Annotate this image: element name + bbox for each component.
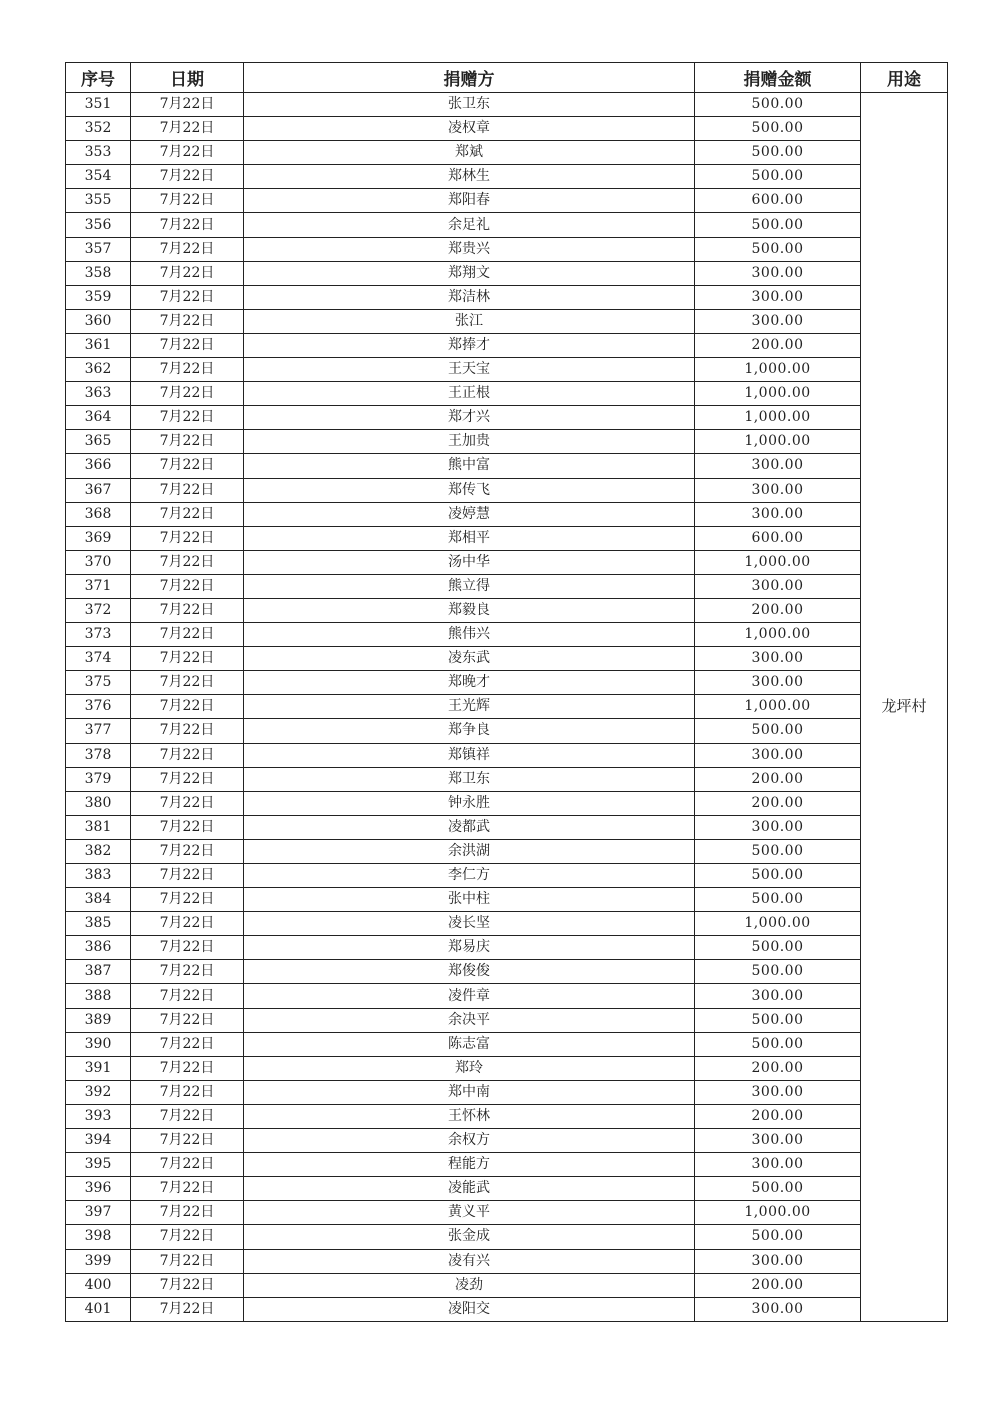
row-purpose: 龙坪村 bbox=[861, 93, 948, 1322]
row-amount: 300.00 bbox=[695, 647, 861, 671]
row-number: 381 bbox=[66, 815, 131, 839]
row-number: 392 bbox=[66, 1080, 131, 1104]
row-amount: 300.00 bbox=[695, 1080, 861, 1104]
row-number: 378 bbox=[66, 743, 131, 767]
row-date: 7月22日 bbox=[131, 1129, 244, 1153]
row-amount: 600.00 bbox=[695, 189, 861, 213]
row-number: 361 bbox=[66, 333, 131, 357]
row-amount: 300.00 bbox=[695, 984, 861, 1008]
header-no: 序号 bbox=[66, 63, 131, 93]
row-amount: 600.00 bbox=[695, 526, 861, 550]
donation-table bbox=[65, 62, 948, 1322]
row-date: 7月22日 bbox=[131, 912, 244, 936]
table-row bbox=[66, 767, 948, 791]
row-amount: 1,000.00 bbox=[695, 695, 861, 719]
row-amount: 1,000.00 bbox=[695, 550, 861, 574]
table-row bbox=[66, 478, 948, 502]
row-date: 7月22日 bbox=[131, 478, 244, 502]
row-date: 7月22日 bbox=[131, 165, 244, 189]
table-row bbox=[66, 93, 948, 117]
row-amount: 300.00 bbox=[695, 285, 861, 309]
table-row bbox=[66, 984, 948, 1008]
row-number: 356 bbox=[66, 213, 131, 237]
row-donor: 张金成 bbox=[244, 1225, 695, 1249]
table-row bbox=[66, 526, 948, 550]
row-date: 7月22日 bbox=[131, 1225, 244, 1249]
row-date: 7月22日 bbox=[131, 1080, 244, 1104]
header-row bbox=[66, 63, 948, 93]
row-number: 391 bbox=[66, 1056, 131, 1080]
table-body bbox=[66, 93, 948, 1322]
row-amount: 300.00 bbox=[695, 1249, 861, 1273]
row-amount: 500.00 bbox=[695, 237, 861, 261]
row-donor: 郑玲 bbox=[244, 1056, 695, 1080]
row-donor: 钟永胜 bbox=[244, 791, 695, 815]
row-donor: 王光辉 bbox=[244, 695, 695, 719]
row-number: 354 bbox=[66, 165, 131, 189]
table-row bbox=[66, 550, 948, 574]
row-donor: 郑中南 bbox=[244, 1080, 695, 1104]
table-row bbox=[66, 454, 948, 478]
row-donor: 郑才兴 bbox=[244, 406, 695, 430]
row-date: 7月22日 bbox=[131, 1201, 244, 1225]
row-amount: 300.00 bbox=[695, 1297, 861, 1321]
row-number: 396 bbox=[66, 1177, 131, 1201]
row-amount: 500.00 bbox=[695, 117, 861, 141]
row-number: 377 bbox=[66, 719, 131, 743]
table-row bbox=[66, 333, 948, 357]
row-donor: 凌婷慧 bbox=[244, 502, 695, 526]
table-row bbox=[66, 912, 948, 936]
row-number: 374 bbox=[66, 647, 131, 671]
table-row bbox=[66, 671, 948, 695]
row-date: 7月22日 bbox=[131, 574, 244, 598]
table-row bbox=[66, 502, 948, 526]
row-amount: 500.00 bbox=[695, 960, 861, 984]
row-date: 7月22日 bbox=[131, 960, 244, 984]
row-amount: 300.00 bbox=[695, 1129, 861, 1153]
row-amount: 1,000.00 bbox=[695, 912, 861, 936]
row-date: 7月22日 bbox=[131, 695, 244, 719]
header-amount: 捐赠金额 bbox=[695, 63, 861, 93]
row-number: 358 bbox=[66, 261, 131, 285]
table-row bbox=[66, 647, 948, 671]
row-donor: 凌东武 bbox=[244, 647, 695, 671]
row-donor: 凌件章 bbox=[244, 984, 695, 1008]
row-number: 384 bbox=[66, 888, 131, 912]
row-donor: 张江 bbox=[244, 309, 695, 333]
table-row bbox=[66, 1129, 948, 1153]
row-date: 7月22日 bbox=[131, 261, 244, 285]
table-row bbox=[66, 574, 948, 598]
row-donor: 张卫东 bbox=[244, 93, 695, 117]
row-number: 400 bbox=[66, 1273, 131, 1297]
row-number: 363 bbox=[66, 382, 131, 406]
row-amount: 500.00 bbox=[695, 141, 861, 165]
table-row bbox=[66, 406, 948, 430]
row-date: 7月22日 bbox=[131, 1104, 244, 1128]
row-amount: 500.00 bbox=[695, 864, 861, 888]
table-row bbox=[66, 1297, 948, 1321]
row-number: 388 bbox=[66, 984, 131, 1008]
row-date: 7月22日 bbox=[131, 358, 244, 382]
row-date: 7月22日 bbox=[131, 213, 244, 237]
row-date: 7月22日 bbox=[131, 743, 244, 767]
table-row bbox=[66, 165, 948, 189]
row-donor: 李仁方 bbox=[244, 864, 695, 888]
table-row bbox=[66, 189, 948, 213]
table-row bbox=[66, 309, 948, 333]
row-donor: 凌有兴 bbox=[244, 1249, 695, 1273]
row-date: 7月22日 bbox=[131, 1297, 244, 1321]
header-donor: 捐赠方 bbox=[244, 63, 695, 93]
table-row bbox=[66, 864, 948, 888]
row-date: 7月22日 bbox=[131, 791, 244, 815]
row-number: 376 bbox=[66, 695, 131, 719]
table-row bbox=[66, 960, 948, 984]
table-row bbox=[66, 743, 948, 767]
row-date: 7月22日 bbox=[131, 984, 244, 1008]
table-row bbox=[66, 1080, 948, 1104]
row-date: 7月22日 bbox=[131, 623, 244, 647]
row-donor: 郑贵兴 bbox=[244, 237, 695, 261]
row-amount: 200.00 bbox=[695, 598, 861, 622]
row-donor: 郑斌 bbox=[244, 141, 695, 165]
row-date: 7月22日 bbox=[131, 237, 244, 261]
row-donor: 郑相平 bbox=[244, 526, 695, 550]
row-donor: 郑阳春 bbox=[244, 189, 695, 213]
row-number: 387 bbox=[66, 960, 131, 984]
table-row bbox=[66, 1008, 948, 1032]
row-date: 7月22日 bbox=[131, 1249, 244, 1273]
row-date: 7月22日 bbox=[131, 888, 244, 912]
row-amount: 300.00 bbox=[695, 815, 861, 839]
table-row bbox=[66, 382, 948, 406]
row-date: 7月22日 bbox=[131, 767, 244, 791]
row-donor: 熊中富 bbox=[244, 454, 695, 478]
row-amount: 500.00 bbox=[695, 1008, 861, 1032]
row-date: 7月22日 bbox=[131, 598, 244, 622]
row-donor: 程能方 bbox=[244, 1153, 695, 1177]
row-donor: 汤中华 bbox=[244, 550, 695, 574]
row-donor: 凌能武 bbox=[244, 1177, 695, 1201]
row-number: 393 bbox=[66, 1104, 131, 1128]
table-row bbox=[66, 261, 948, 285]
table-row bbox=[66, 888, 948, 912]
row-amount: 1,000.00 bbox=[695, 623, 861, 647]
table-row bbox=[66, 213, 948, 237]
table-row bbox=[66, 839, 948, 863]
table-row bbox=[66, 285, 948, 309]
row-number: 386 bbox=[66, 936, 131, 960]
row-donor: 郑卫东 bbox=[244, 767, 695, 791]
row-donor: 余足礼 bbox=[244, 213, 695, 237]
row-donor: 凌权章 bbox=[244, 117, 695, 141]
row-amount: 200.00 bbox=[695, 1104, 861, 1128]
row-donor: 郑易庆 bbox=[244, 936, 695, 960]
row-number: 367 bbox=[66, 478, 131, 502]
row-date: 7月22日 bbox=[131, 671, 244, 695]
row-date: 7月22日 bbox=[131, 285, 244, 309]
table-row bbox=[66, 815, 948, 839]
table-row bbox=[66, 117, 948, 141]
row-donor: 凌劲 bbox=[244, 1273, 695, 1297]
row-donor: 凌长坚 bbox=[244, 912, 695, 936]
table-row bbox=[66, 791, 948, 815]
row-number: 370 bbox=[66, 550, 131, 574]
row-number: 369 bbox=[66, 526, 131, 550]
table-row bbox=[66, 1273, 948, 1297]
row-amount: 500.00 bbox=[695, 1032, 861, 1056]
table-row bbox=[66, 1249, 948, 1273]
row-number: 355 bbox=[66, 189, 131, 213]
row-number: 359 bbox=[66, 285, 131, 309]
row-donor: 凌阳交 bbox=[244, 1297, 695, 1321]
row-amount: 300.00 bbox=[695, 478, 861, 502]
row-amount: 300.00 bbox=[695, 309, 861, 333]
table-row bbox=[66, 1056, 948, 1080]
row-date: 7月22日 bbox=[131, 382, 244, 406]
row-number: 360 bbox=[66, 309, 131, 333]
row-donor: 郑林生 bbox=[244, 165, 695, 189]
row-donor: 郑晚才 bbox=[244, 671, 695, 695]
row-donor: 熊伟兴 bbox=[244, 623, 695, 647]
row-date: 7月22日 bbox=[131, 189, 244, 213]
row-amount: 500.00 bbox=[695, 213, 861, 237]
table-row bbox=[66, 237, 948, 261]
row-number: 357 bbox=[66, 237, 131, 261]
row-date: 7月22日 bbox=[131, 1273, 244, 1297]
row-amount: 300.00 bbox=[695, 574, 861, 598]
row-donor: 郑俊俊 bbox=[244, 960, 695, 984]
row-amount: 200.00 bbox=[695, 791, 861, 815]
row-date: 7月22日 bbox=[131, 117, 244, 141]
table-row bbox=[66, 695, 948, 719]
row-date: 7月22日 bbox=[131, 1008, 244, 1032]
row-amount: 500.00 bbox=[695, 93, 861, 117]
row-amount: 300.00 bbox=[695, 1153, 861, 1177]
row-donor: 凌都武 bbox=[244, 815, 695, 839]
row-amount: 300.00 bbox=[695, 454, 861, 478]
row-amount: 500.00 bbox=[695, 1225, 861, 1249]
row-number: 368 bbox=[66, 502, 131, 526]
row-number: 383 bbox=[66, 864, 131, 888]
row-amount: 1,000.00 bbox=[695, 382, 861, 406]
row-donor: 熊立得 bbox=[244, 574, 695, 598]
row-date: 7月22日 bbox=[131, 309, 244, 333]
row-number: 379 bbox=[66, 767, 131, 791]
table-row bbox=[66, 358, 948, 382]
row-donor: 郑捧才 bbox=[244, 333, 695, 357]
table-row bbox=[66, 1225, 948, 1249]
row-number: 394 bbox=[66, 1129, 131, 1153]
row-number: 373 bbox=[66, 623, 131, 647]
row-number: 398 bbox=[66, 1225, 131, 1249]
row-number: 385 bbox=[66, 912, 131, 936]
header-purpose: 用途 bbox=[861, 63, 948, 93]
row-amount: 300.00 bbox=[695, 671, 861, 695]
row-number: 366 bbox=[66, 454, 131, 478]
row-number: 372 bbox=[66, 598, 131, 622]
table-row bbox=[66, 430, 948, 454]
table-row bbox=[66, 1104, 948, 1128]
row-date: 7月22日 bbox=[131, 647, 244, 671]
row-date: 7月22日 bbox=[131, 141, 244, 165]
row-donor: 张中柱 bbox=[244, 888, 695, 912]
row-amount: 1,000.00 bbox=[695, 1201, 861, 1225]
table-row bbox=[66, 1201, 948, 1225]
row-date: 7月22日 bbox=[131, 333, 244, 357]
row-amount: 300.00 bbox=[695, 502, 861, 526]
row-number: 397 bbox=[66, 1201, 131, 1225]
row-date: 7月22日 bbox=[131, 502, 244, 526]
row-amount: 500.00 bbox=[695, 1177, 861, 1201]
row-amount: 300.00 bbox=[695, 261, 861, 285]
row-amount: 1,000.00 bbox=[695, 406, 861, 430]
row-date: 7月22日 bbox=[131, 839, 244, 863]
row-donor: 王天宝 bbox=[244, 358, 695, 382]
row-number: 389 bbox=[66, 1008, 131, 1032]
row-donor: 余洪湖 bbox=[244, 839, 695, 863]
row-amount: 500.00 bbox=[695, 936, 861, 960]
row-amount: 500.00 bbox=[695, 165, 861, 189]
row-donor: 郑毅良 bbox=[244, 598, 695, 622]
row-date: 7月22日 bbox=[131, 936, 244, 960]
row-amount: 1,000.00 bbox=[695, 358, 861, 382]
row-number: 375 bbox=[66, 671, 131, 695]
table-row bbox=[66, 1153, 948, 1177]
row-donor: 陈志富 bbox=[244, 1032, 695, 1056]
table-row bbox=[66, 141, 948, 165]
row-amount: 200.00 bbox=[695, 767, 861, 791]
table-row bbox=[66, 1032, 948, 1056]
row-number: 351 bbox=[66, 93, 131, 117]
row-date: 7月22日 bbox=[131, 1056, 244, 1080]
row-number: 353 bbox=[66, 141, 131, 165]
row-donor: 郑争良 bbox=[244, 719, 695, 743]
row-amount: 200.00 bbox=[695, 1056, 861, 1080]
row-date: 7月22日 bbox=[131, 1153, 244, 1177]
row-date: 7月22日 bbox=[131, 526, 244, 550]
table-row bbox=[66, 598, 948, 622]
row-number: 380 bbox=[66, 791, 131, 815]
row-donor: 王正根 bbox=[244, 382, 695, 406]
table-row bbox=[66, 719, 948, 743]
row-number: 352 bbox=[66, 117, 131, 141]
row-number: 399 bbox=[66, 1249, 131, 1273]
row-amount: 200.00 bbox=[695, 1273, 861, 1297]
row-amount: 500.00 bbox=[695, 888, 861, 912]
row-number: 365 bbox=[66, 430, 131, 454]
row-donor: 郑翔文 bbox=[244, 261, 695, 285]
row-donor: 郑洁林 bbox=[244, 285, 695, 309]
row-donor: 王加贵 bbox=[244, 430, 695, 454]
header-date: 日期 bbox=[131, 63, 244, 93]
row-date: 7月22日 bbox=[131, 719, 244, 743]
row-number: 382 bbox=[66, 839, 131, 863]
row-date: 7月22日 bbox=[131, 454, 244, 478]
row-date: 7月22日 bbox=[131, 815, 244, 839]
row-date: 7月22日 bbox=[131, 1032, 244, 1056]
table-row bbox=[66, 1177, 948, 1201]
row-donor: 黄义平 bbox=[244, 1201, 695, 1225]
row-amount: 300.00 bbox=[695, 743, 861, 767]
row-donor: 郑传飞 bbox=[244, 478, 695, 502]
row-amount: 200.00 bbox=[695, 333, 861, 357]
row-date: 7月22日 bbox=[131, 93, 244, 117]
row-number: 371 bbox=[66, 574, 131, 598]
row-date: 7月22日 bbox=[131, 550, 244, 574]
table-row bbox=[66, 936, 948, 960]
row-amount: 1,000.00 bbox=[695, 430, 861, 454]
row-amount: 500.00 bbox=[695, 719, 861, 743]
row-number: 401 bbox=[66, 1297, 131, 1321]
row-donor: 王怀林 bbox=[244, 1104, 695, 1128]
row-amount: 500.00 bbox=[695, 839, 861, 863]
row-date: 7月22日 bbox=[131, 406, 244, 430]
row-donor: 余权方 bbox=[244, 1129, 695, 1153]
row-number: 364 bbox=[66, 406, 131, 430]
row-number: 395 bbox=[66, 1153, 131, 1177]
row-date: 7月22日 bbox=[131, 430, 244, 454]
table-row bbox=[66, 623, 948, 647]
row-number: 390 bbox=[66, 1032, 131, 1056]
row-donor: 余决平 bbox=[244, 1008, 695, 1032]
row-date: 7月22日 bbox=[131, 1177, 244, 1201]
row-donor: 郑镇祥 bbox=[244, 743, 695, 767]
row-number: 362 bbox=[66, 358, 131, 382]
row-date: 7月22日 bbox=[131, 864, 244, 888]
